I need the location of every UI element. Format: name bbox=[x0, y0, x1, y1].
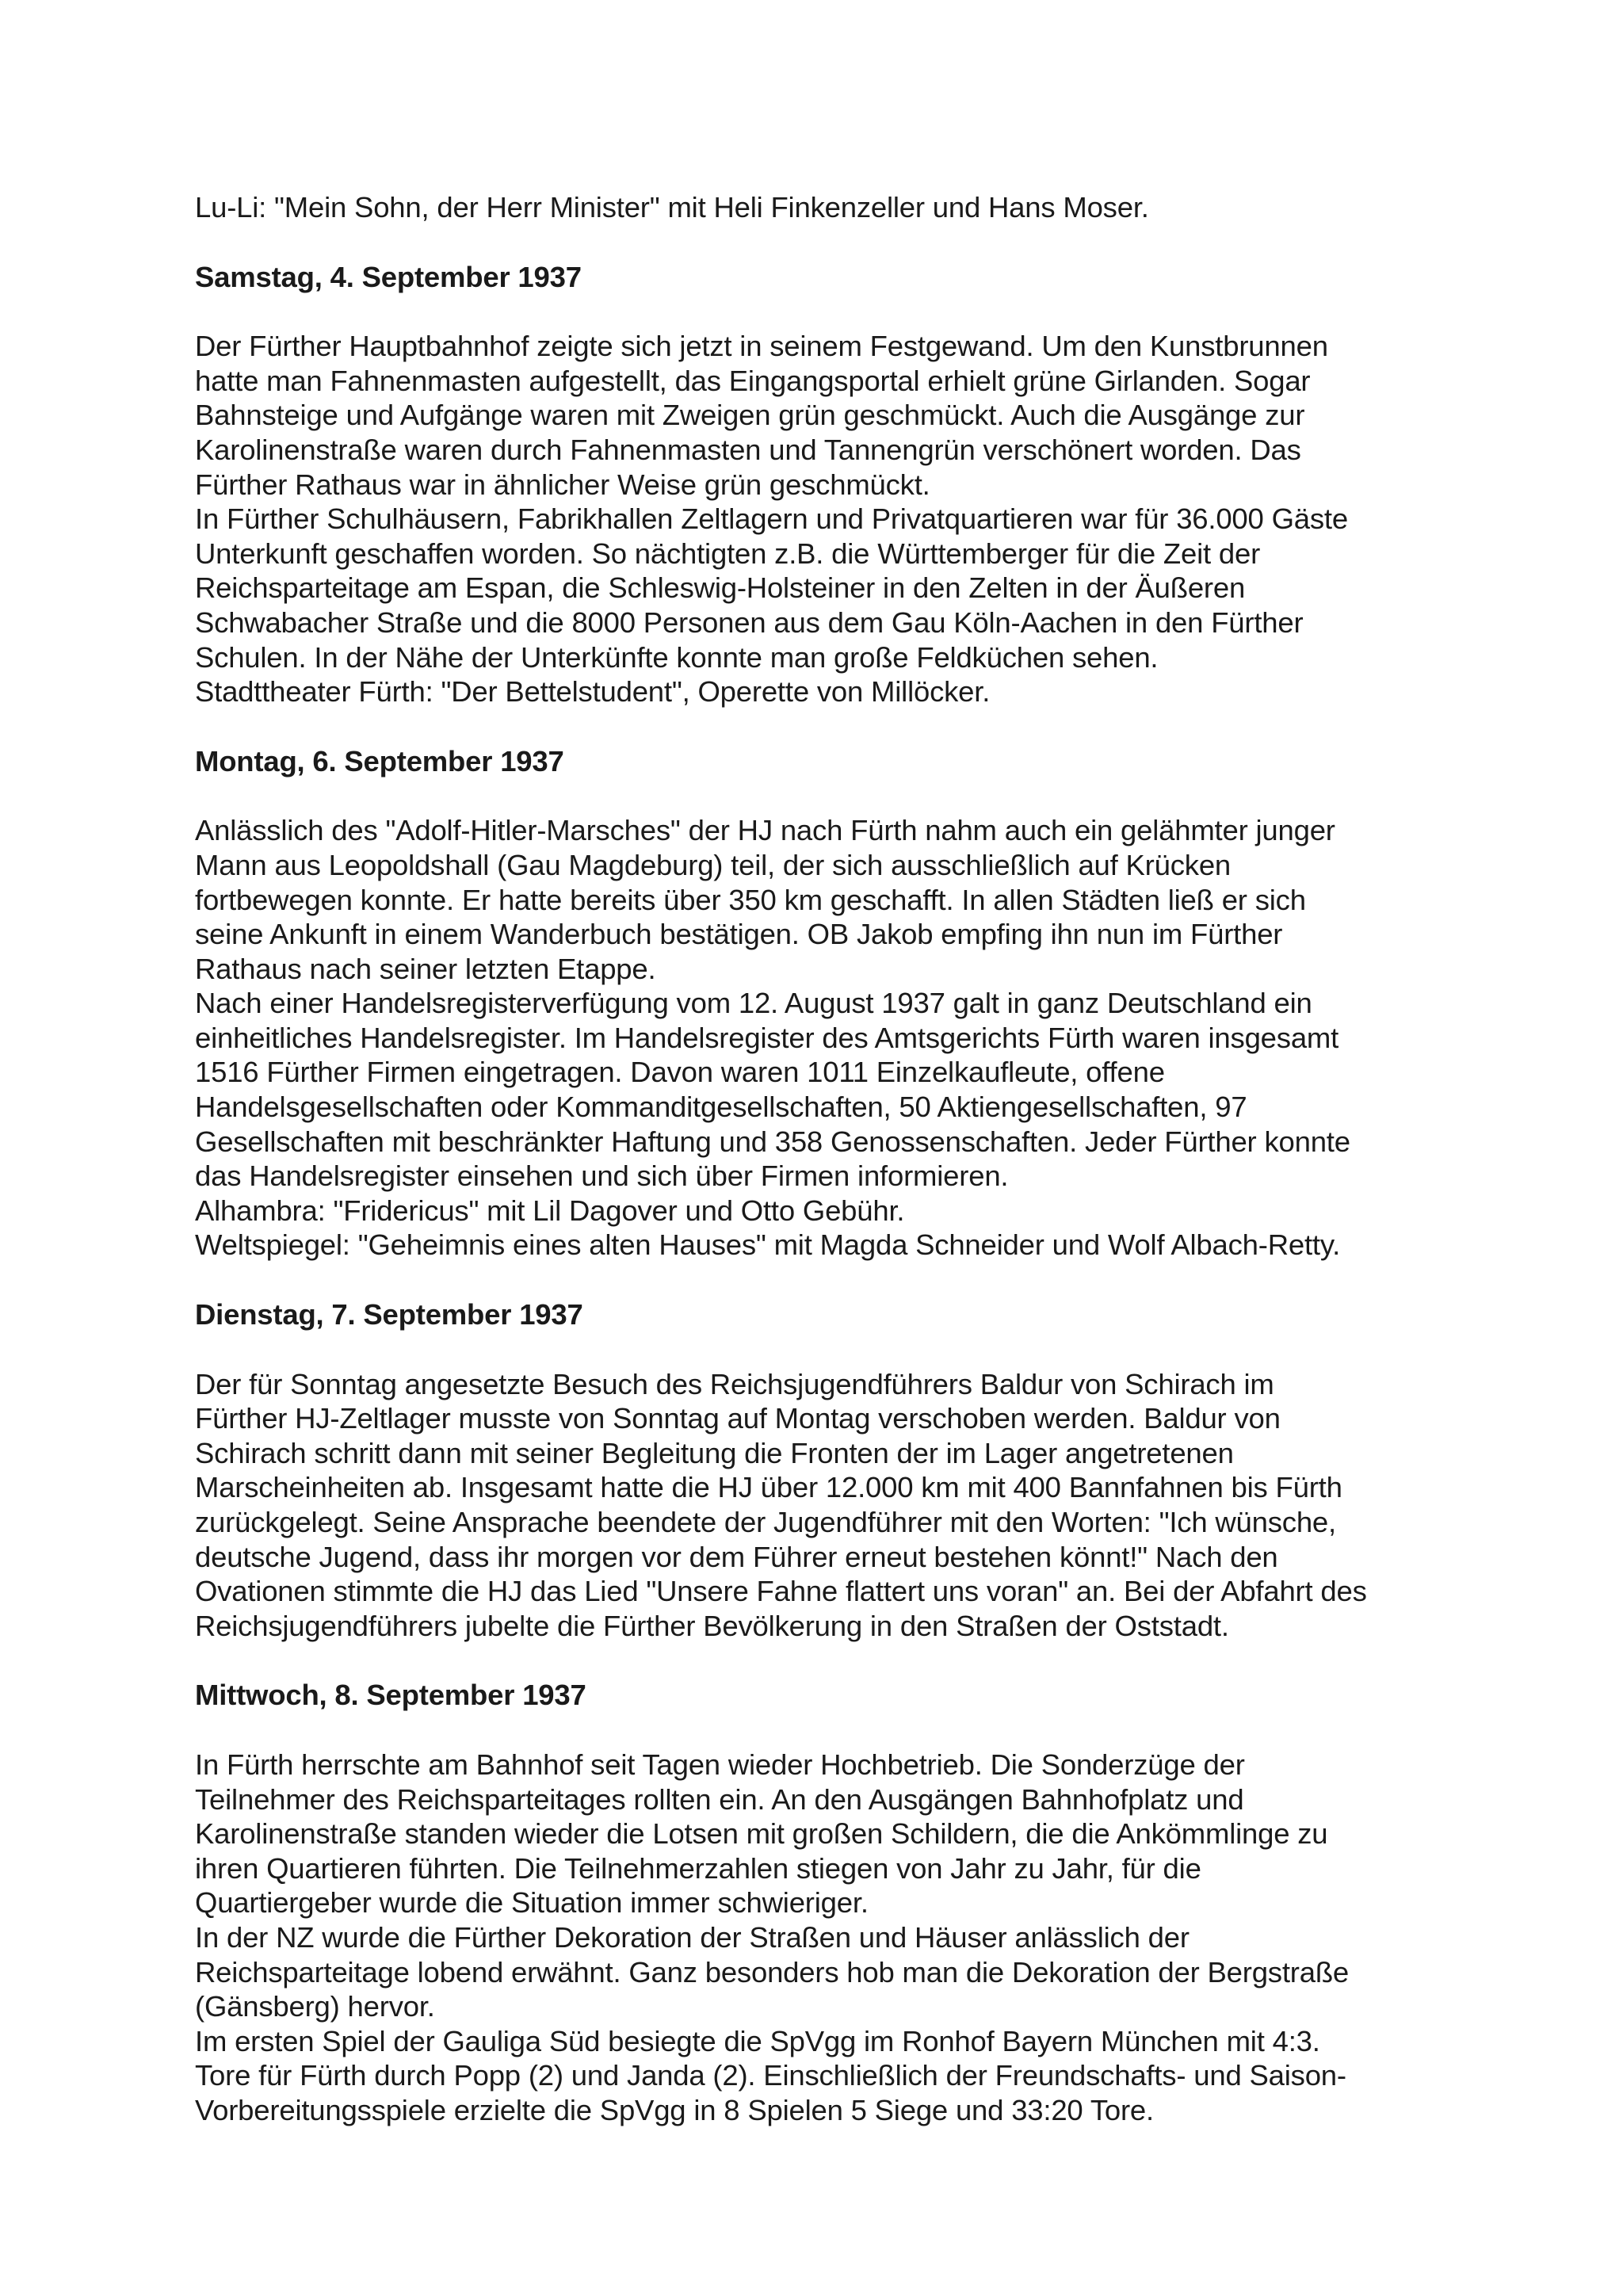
text-line: Teilnehmer des Reichsparteitages rollten ein. An den Ausgängen Bahnhofplatz und bbox=[195, 1782, 1244, 1816]
text-line: das Handelsregister einsehen und sich über Firmen informieren. bbox=[195, 1159, 1009, 1193]
section-heading: Dienstag, 7. September 1937 bbox=[195, 1298, 583, 1331]
text-line: Im ersten Spiel der Gauliga Süd besiegte die SpVgg im Ronhof Bayern München mit 4:3. bbox=[195, 2024, 1320, 2057]
text-line: Marscheinheiten ab. Insgesamt hatte die HJ über 12.000 km mit 400 Bannfahnen bis Fürth bbox=[195, 1471, 1342, 1504]
text-line: Unterkunft geschaffen worden. So nächtigten z.B. die Württemberger für die Zeit der bbox=[195, 537, 1261, 570]
intro-paragraph bbox=[195, 190, 1463, 225]
section-body bbox=[195, 1748, 1463, 2128]
text-line: In Fürther Schulhäusern, Fabrikhallen Zeltlagern und Privatquartieren war für 36.000 Gäste bbox=[195, 502, 1348, 536]
text-line: hatte man Fahnenmasten aufgestellt, das Eingangsportal erhielt grüne Girlanden. Sogar bbox=[195, 364, 1311, 397]
text-line: Alhambra: "Fridericus" mit Lil Dagover und Otto Gebühr. bbox=[195, 1194, 905, 1227]
text-line: Lu-Li: "Mein Sohn, der Herr Minister" mit Heli Finkenzeller und Hans Moser. bbox=[195, 191, 1149, 223]
text-line: Stadttheater Fürth: "Der Bettelstudent", Operette von Millöcker. bbox=[195, 675, 991, 709]
text-line: (Gänsberg) hervor. bbox=[195, 1990, 435, 2023]
text-line: Quartiergeber wurde die Situation immer schwieriger. bbox=[195, 1886, 869, 1920]
text-line: fortbewegen konnte. Er hatte bereits über 350 km geschafft. In allen Städten ließ er sich bbox=[195, 883, 1306, 916]
section-body bbox=[195, 329, 1463, 709]
text-line: Vorbereitungsspiele erzielte die SpVgg in 8 Spielen 5 Siege und 33:20 Tore. bbox=[195, 2093, 1154, 2126]
text-line: Tore für Fürth durch Popp (2) und Janda (2). Einschließlich der Freundschafts- und Saison- bbox=[195, 2059, 1346, 2092]
document-page bbox=[195, 190, 1463, 2128]
text-line: Der für Sonntag angesetzte Besuch des Reichsjugendführers Baldur von Schirach im bbox=[195, 1367, 1274, 1400]
text-line: deutsche Jugend, dass ihr morgen vor dem Führer erneut bestehen könnt!" Nach den bbox=[195, 1540, 1278, 1573]
text-line: Handelsgesellschaften oder Kommanditgesellschaften, 50 Aktiengesellschaften, 97 bbox=[195, 1091, 1247, 1124]
text-line: Weltspiegel: "Geheimnis eines alten Hauses" mit Magda Schneider und Wolf Albach-Retty. bbox=[195, 1228, 1341, 1262]
section-heading: Mittwoch, 8. September 1937 bbox=[195, 1679, 586, 1712]
text-line: einheitliches Handelsregister. Im Handelsregister des Amtsgerichts Fürth waren insgesamt bbox=[195, 1021, 1339, 1054]
text-line: Fürther Rathaus war in ähnlicher Weise grün geschmückt. bbox=[195, 468, 930, 501]
text-line: Karolinenstraße standen wieder die Lotsen mit großen Schildern, die die Ankömmlinge zu bbox=[195, 1817, 1328, 1851]
section-body bbox=[195, 1367, 1463, 1644]
text-line: Nach einer Handelsregisterverfügung vom 12. August 1937 galt in ganz Deutschland ein bbox=[195, 987, 1312, 1020]
text-line: Gesellschaften mit beschränkter Haftung und 358 Genossenschaften. Jeder Fürther konnte bbox=[195, 1125, 1350, 1158]
text-line: zurückgelegt. Seine Ansprache beendete der Jugendführer mit den Worten: "Ich wünsche, bbox=[195, 1506, 1336, 1538]
text-line: Schulen. In der Nähe der Unterkünfte konnte man große Feldküchen sehen. bbox=[195, 640, 1159, 674]
section-heading: Samstag, 4. September 1937 bbox=[195, 260, 582, 293]
text-line: In der NZ wurde die Fürther Dekoration der Straßen und Häuser anlässlich der bbox=[195, 1920, 1190, 1954]
section-heading: Montag, 6. September 1937 bbox=[195, 744, 564, 777]
text-line: Karolinenstraße waren durch Fahnenmasten und Tannengrün verschönert worden. Das bbox=[195, 433, 1301, 466]
text-line: 1516 Fürther Firmen eingetragen. Davon waren 1011 Einzelkaufleute, offene bbox=[195, 1056, 1165, 1089]
text-line: Mann aus Leopoldshall (Gau Magdeburg) teil, der sich ausschließlich auf Krücken bbox=[195, 848, 1232, 881]
text-line: Fürther HJ-Zeltlager musste von Sonntag auf Montag verschoben werden. Baldur von bbox=[195, 1402, 1281, 1435]
text-line: Reichsparteitage lobend erwähnt. Ganz besonders hob man die Dekoration der Bergstraße bbox=[195, 1955, 1350, 1988]
text-line: seine Ankunft in einem Wanderbuch bestätigen. OB Jakob empfing ihn nun im Fürther bbox=[195, 918, 1283, 951]
text-line: Ovationen stimmte die HJ das Lied "Unsere Fahne flattert uns voran" an. Bei der Abfahrt des bbox=[195, 1575, 1367, 1608]
text-line: Schirach schritt dann mit seiner Begleitung die Fronten der im Lager angetretenen bbox=[195, 1436, 1234, 1469]
text-line: Rathaus nach seiner letzten Etappe. bbox=[195, 952, 656, 985]
text-line: Schwabacher Straße und die 8000 Personen aus dem Gau Köln-Aachen in den Fürther bbox=[195, 606, 1304, 639]
text-line: In Fürth herrschte am Bahnhof seit Tagen wieder Hochbetrieb. Die Sonderzüge der bbox=[195, 1748, 1245, 1781]
text-line: Reichsjugendführers jubelte die Fürther Bevölkerung in den Straßen der Oststadt. bbox=[195, 1609, 1229, 1642]
text-line: Bahnsteige und Aufgänge waren mit Zweigen grün geschmückt. Auch die Ausgänge zur bbox=[195, 399, 1305, 432]
text-line: Reichsparteitage am Espan, die Schleswig-Holsteiner in den Zelten in der Äußeren bbox=[195, 571, 1246, 605]
text-line: Anlässlich des "Adolf-Hitler-Marsches" der HJ nach Fürth nahm auch ein gelähmter junger bbox=[195, 814, 1335, 847]
text-line: ihren Quartieren führten. Die Teilnehmerzahlen stiegen von Jahr zu Jahr, für die bbox=[195, 1851, 1201, 1885]
section-body bbox=[195, 813, 1463, 1263]
text-line: Der Fürther Hauptbahnhof zeigte sich jetzt in seinem Festgewand. Um den Kunstbrunnen bbox=[195, 330, 1328, 363]
